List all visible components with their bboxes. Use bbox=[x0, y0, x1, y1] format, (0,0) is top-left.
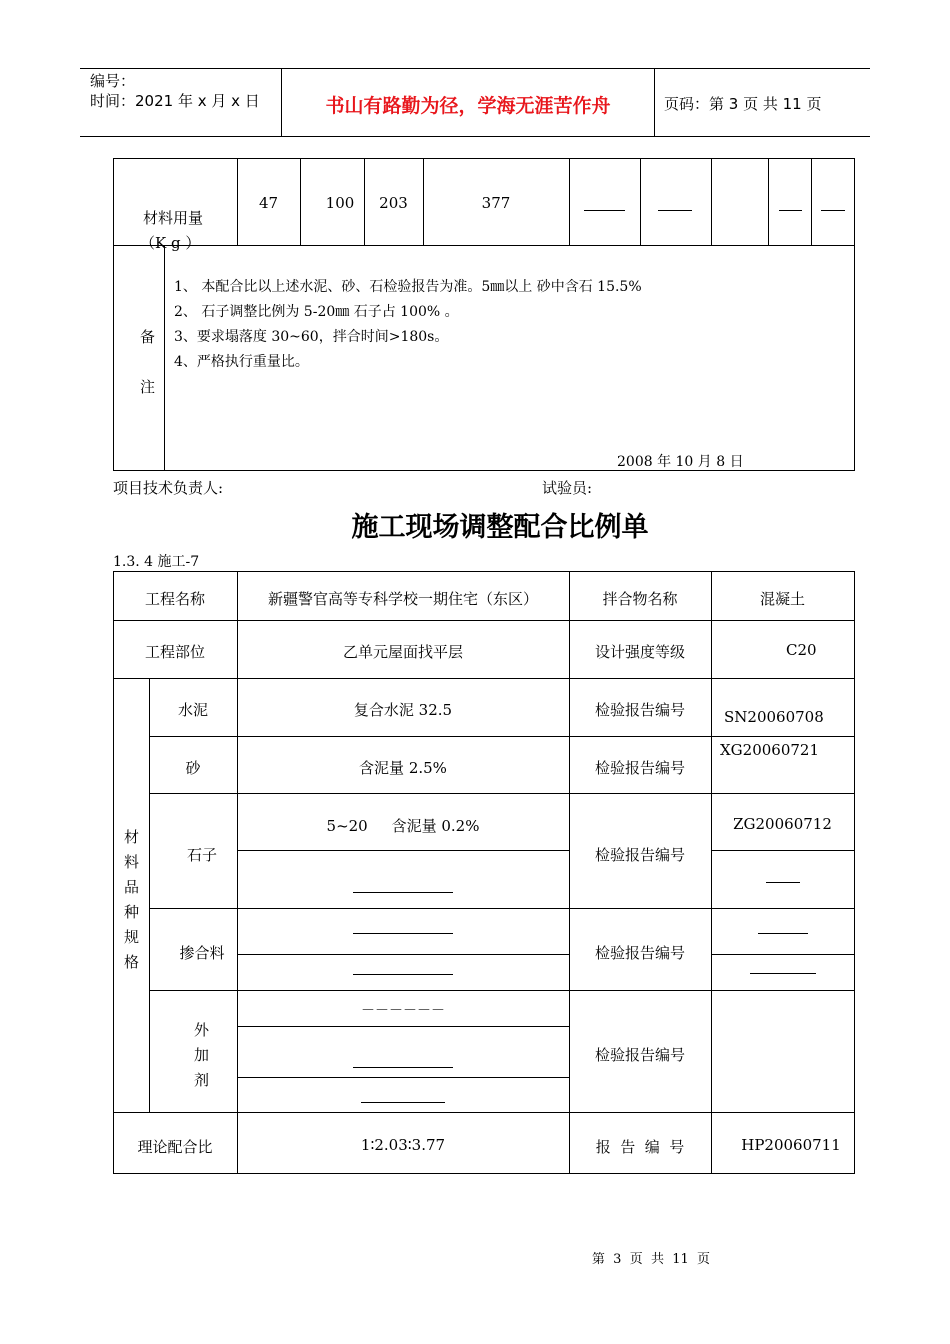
admixture-spec-blank bbox=[353, 933, 453, 934]
materials-label: 规 bbox=[124, 928, 140, 946]
remark-line: 4、严格执行重量比。 bbox=[174, 354, 309, 370]
sand-spec: 含泥量 2.5% bbox=[359, 759, 447, 777]
usage-blank bbox=[658, 210, 692, 211]
stone-report: ZG20060712 bbox=[733, 815, 832, 833]
usage-unit: （K g ） bbox=[140, 234, 201, 252]
admixture-report-blank bbox=[750, 973, 816, 974]
part-value: 乙单元屋面找平层 bbox=[342, 643, 463, 661]
page-info: 页码：第 3 页 共 11 页 bbox=[664, 95, 822, 113]
admixture-report-blank bbox=[758, 933, 808, 934]
cement-report-label: 检验报告编号 bbox=[594, 701, 685, 719]
stone-spec: 5~20 含泥量 0.2% bbox=[326, 817, 480, 835]
usage-label: 材料用量 bbox=[143, 209, 204, 227]
ratio-report-label: 报 告 编 号 bbox=[595, 1138, 685, 1156]
time-label: 时间：2021 年 x 月 x 日 bbox=[90, 92, 260, 110]
additive-label: 外 bbox=[194, 1021, 210, 1039]
additive-label: 剂 bbox=[194, 1071, 210, 1089]
tester-signature: 试验员: bbox=[542, 479, 593, 497]
ratio-label: 理论配合比 bbox=[137, 1138, 213, 1156]
page-footer: 第 3 页 共 11 页 bbox=[591, 1252, 711, 1267]
usage-blank bbox=[821, 210, 845, 211]
usage-blank bbox=[779, 210, 802, 211]
sand-label: 砂 bbox=[185, 759, 201, 777]
code-label: 编号： bbox=[90, 72, 136, 90]
usage-value-sand: 203 bbox=[379, 194, 408, 212]
remarks-date: 2008 年 10 月 8 日 bbox=[617, 454, 744, 470]
remarks-label: 注 bbox=[140, 378, 156, 396]
remark-line: 3、要求塌落度 30~60，拌合时间>180s。 bbox=[174, 329, 449, 345]
project-name: 新疆警官高等专科学校一期住宅（东区） bbox=[267, 590, 538, 608]
admixture-label: 掺合料 bbox=[179, 944, 225, 962]
admixture-report-label: 检验报告编号 bbox=[594, 944, 685, 962]
grade-label: 设计强度等级 bbox=[594, 643, 685, 661]
stone-label: 石子 bbox=[186, 846, 217, 864]
stone-report-label: 检验报告编号 bbox=[594, 846, 685, 864]
motto: 书山有路勤为径，学海无涯苦作舟 bbox=[325, 95, 611, 117]
sand-report: XG20060721 bbox=[720, 741, 820, 759]
additive-spec-blank bbox=[353, 1067, 453, 1068]
part-label: 工程部位 bbox=[144, 643, 205, 661]
form-title: 施工现场调整配合比例单 bbox=[351, 512, 649, 543]
usage-value-cement: 47 bbox=[258, 194, 279, 212]
cement-spec: 复合水泥 32.5 bbox=[353, 701, 453, 719]
usage-value-water: 100 bbox=[325, 194, 355, 212]
materials-label: 种 bbox=[124, 903, 140, 921]
materials-label: 材 bbox=[124, 828, 140, 846]
additive-spec-blank bbox=[361, 1102, 445, 1103]
form-code: 1.3. 4 施工-7 bbox=[113, 554, 200, 570]
stone-spec-blank bbox=[353, 892, 453, 893]
admixture-spec-blank bbox=[353, 974, 453, 975]
sand-report-label: 检验报告编号 bbox=[594, 759, 685, 777]
mix-name: 混凝土 bbox=[759, 590, 805, 608]
additive-report-label: 检验报告编号 bbox=[594, 1046, 685, 1064]
usage-blank bbox=[584, 210, 625, 211]
remarks-label: 备 bbox=[140, 328, 156, 346]
remark-line: 1、 本配合比以上述水泥、砂、石检验报告为准。5㎜以上 砂中含石 15.5% bbox=[174, 279, 642, 295]
materials-label: 品 bbox=[124, 878, 140, 896]
stone-report-blank bbox=[766, 882, 800, 883]
tech-lead-signature: 项目技术负责人: bbox=[113, 479, 224, 497]
materials-label: 料 bbox=[124, 853, 140, 871]
remark-line: 2、 石子调整比例为 5-20㎜ 石子占 100% 。 bbox=[174, 304, 459, 320]
grade-value: C20 bbox=[786, 641, 817, 659]
additive-label: 加 bbox=[194, 1046, 210, 1064]
materials-label: 格 bbox=[124, 953, 140, 971]
additive-spec-dashes: －－－－－－ bbox=[361, 1003, 445, 1019]
usage-value-stone: 377 bbox=[481, 194, 511, 212]
ratio-value: 1∶2.03∶3.77 bbox=[360, 1136, 446, 1154]
cement-report: SN20060708 bbox=[724, 708, 824, 726]
cement-label: 水泥 bbox=[177, 701, 208, 719]
ratio-report: HP20060711 bbox=[741, 1136, 841, 1154]
mix-name-label: 拌合物名称 bbox=[602, 590, 678, 608]
project-name-label: 工程名称 bbox=[144, 590, 205, 608]
